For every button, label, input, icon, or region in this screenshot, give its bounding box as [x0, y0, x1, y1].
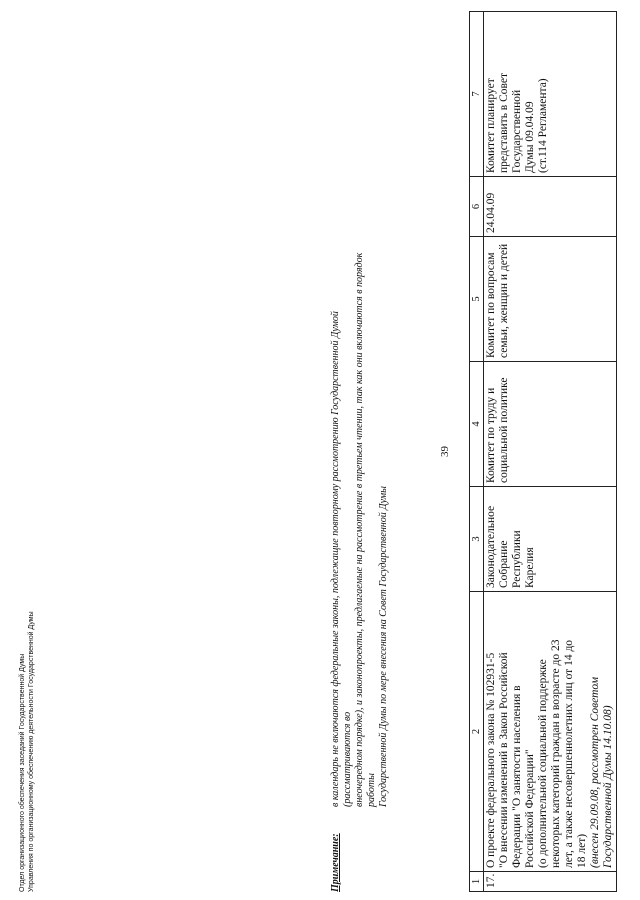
responsible-committee-cell: Комитет по труду и социальной политике	[484, 362, 617, 487]
bills-table	[469, 11, 617, 892]
date-cell: 24.04.09	[484, 177, 617, 237]
header-cell: 7	[470, 12, 484, 177]
bill-note-line: Государственной Думы 14.10.08)	[602, 705, 614, 868]
row-number: 17.	[484, 872, 617, 892]
bill-title-line: некоторых категорий граждан в возрасте до 23	[550, 639, 562, 868]
table-header-row	[470, 12, 484, 892]
note-text	[330, 247, 390, 807]
status-line: (ст.114 Регламента)	[537, 78, 549, 173]
footer-line: Управления по организационному обеспечению деятельности Государственной Думы	[28, 611, 35, 892]
bill-title-line: Российской Федерации"	[524, 749, 536, 868]
coexecutor-committee-cell: Комитет по вопросам семьи, женщин и детей	[484, 237, 617, 362]
note-line: внеочередном порядке), и законопроекты, предлагаемые на рассмотрение в третьем чтении, так как они включаются в порядок работы	[354, 252, 377, 807]
bill-title-line: О проекте федерального закона № 102931-5	[485, 652, 497, 868]
status-line: Государственной	[511, 89, 523, 173]
status-line: Комитет планирует	[485, 78, 497, 173]
status-cell	[484, 12, 617, 177]
bill-title-line: "О внесении изменений в Закон Российской	[498, 652, 510, 868]
footer	[18, 392, 36, 892]
bill-title-cell	[484, 592, 617, 872]
header-cell: 4	[470, 362, 484, 487]
status-line: представить в Совет	[498, 72, 510, 173]
bill-title-line: лет, а также несовершеннолетних лиц от 14 до	[563, 639, 575, 868]
note-line: Государственной Думы по мере внесения на Совет Государственной Думы	[378, 486, 389, 807]
note-line: в календарь не включаются федеральные законы, подлежащие повторному рассмотрению Государственной Думой (рассматриваются во	[330, 311, 353, 807]
header-cell: 2	[470, 592, 484, 872]
bill-title-line: Федерации "О занятости населения в	[511, 685, 523, 868]
status-line: Думы 09.04.09	[524, 101, 536, 173]
author-cell: Законодательное Собрание Республики Карелия	[484, 487, 617, 592]
footer-line: Отдел организационного обеспечения заседаний Государственной Думы	[19, 653, 26, 892]
header-cell: 6	[470, 177, 484, 237]
header-cell: 1	[470, 872, 484, 892]
header-cell: 3	[470, 487, 484, 592]
bill-note-line: (внесен 29.09.08, рассмотрен Советом	[589, 676, 601, 868]
bill-title-line: 18 лет)	[576, 833, 588, 868]
page-number: 39	[439, 446, 451, 457]
bill-title-line: (о дополнительной социальной поддержке	[537, 659, 549, 868]
table-row	[484, 12, 617, 892]
header-cell: 5	[470, 237, 484, 362]
note-label: Примечание:	[330, 833, 341, 892]
